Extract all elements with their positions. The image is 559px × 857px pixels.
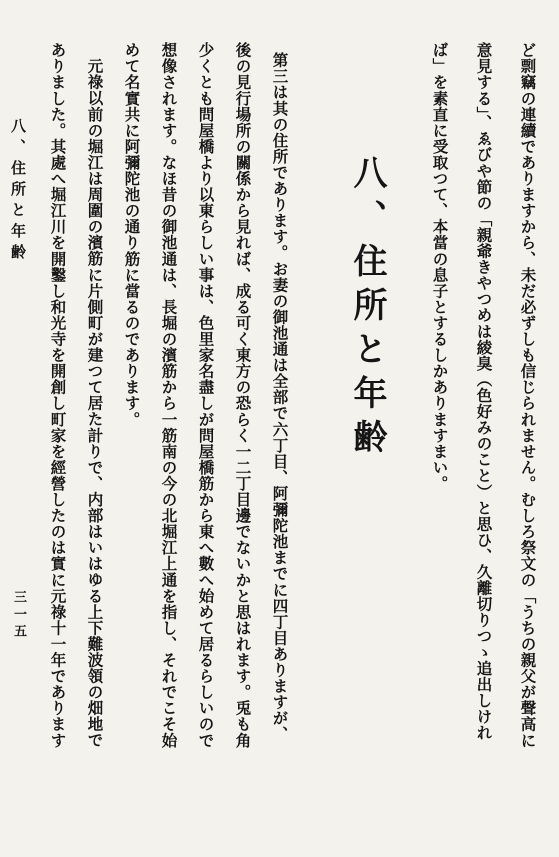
text-line-3: 少くとも問屋橋より以東らしい事は、色里家名盡しが問屋橋筋から東へ數へ始めて居るらしいので bbox=[196, 42, 216, 749]
text-line-4: 想像されます。なほ昔の御池通は、長堀の濱筋から一筋南の今の北堀江上通を指し、それでこそ始 bbox=[159, 42, 179, 749]
text-line-1: 第三は其の住所であります。お妻の御池通は全部で六丁目、阿彌陀池までに四丁目ありますが、 bbox=[270, 52, 290, 743]
section-heading: 八、住所と年齢 bbox=[347, 155, 387, 463]
page-number: 三一五 bbox=[11, 590, 26, 641]
text-line-2: 後の見行場所の關係から見れば、成る可く東方の恐らく一二丁目邊でないかと思はれます。兎も角 bbox=[233, 42, 253, 749]
text-line-5: めて名實共に阿彌陀池の通り筋に當るのであります。 bbox=[122, 42, 142, 428]
text-line-pre-3: ば」を素直に受取つて、本當の息子とするしかありますまい。 bbox=[430, 42, 450, 492]
text-line-7: ありました。其處へ堀江川を開鑿し和光寺を開創し町家を經營したのは實に元祿十一年であります bbox=[48, 42, 68, 749]
running-head: 八、住所と年齢 bbox=[9, 118, 27, 265]
text-line-pre-1: ど剽竊の連續でありますから、未だ必ずしも信じられません。むしろ祭文の「うちの親父が聲高に bbox=[518, 42, 538, 749]
text-line-pre-2: 意見する」、ゑびや節の「親爺きやつめは綾臭（色好みのこと）と思ひ、久離切りつゝ追出しけれ bbox=[474, 42, 494, 741]
text-line-6: 元祿以前の堀江は周圍の濱筋に片側町が建つて居た計りで、内部はいはゆる上下難波領の畑地で bbox=[85, 58, 105, 749]
